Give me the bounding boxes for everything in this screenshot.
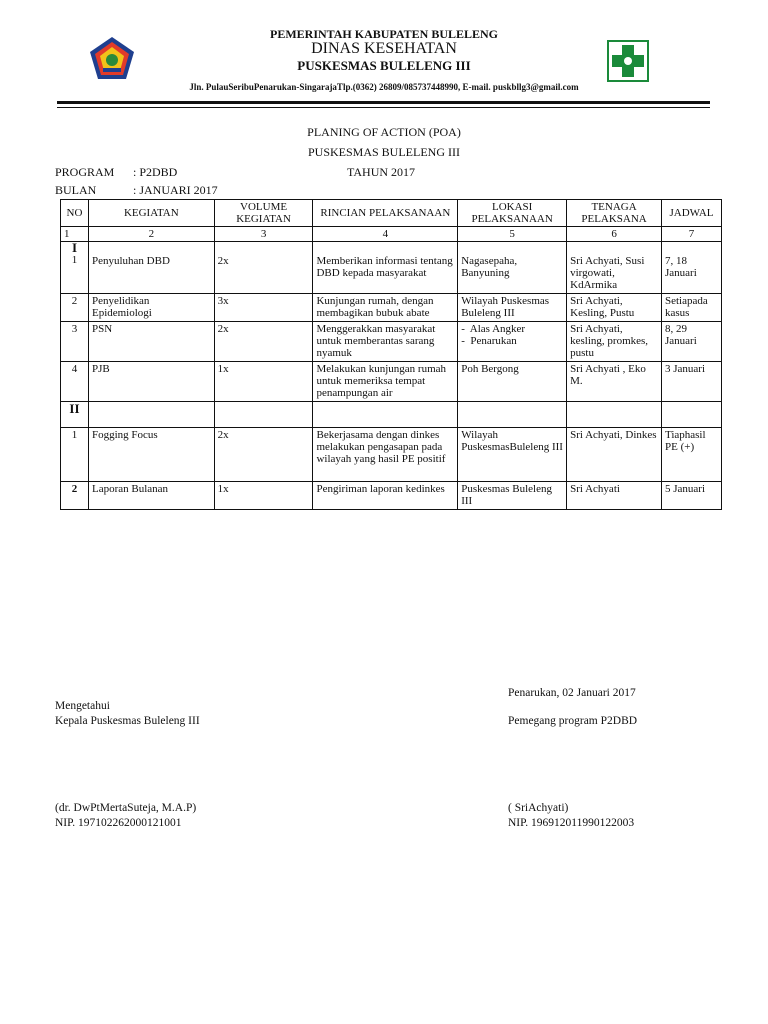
table-row	[61, 482, 722, 510]
row-volume: 2x	[214, 428, 313, 482]
column-number: 3	[214, 227, 313, 242]
row-lokasi	[458, 322, 567, 362]
row-no-value: 1	[71, 254, 78, 266]
year-label: TAHUN 2017	[347, 165, 416, 179]
pemegang-title: Pemegang program P2DBD	[508, 715, 638, 727]
program-label: PROGRAM	[55, 165, 115, 179]
row-kegiatan: Fogging Focus	[88, 428, 214, 482]
row-lokasi: Wilayah Puskesmas Buleleng III	[458, 294, 567, 322]
row-volume: 3x	[214, 294, 313, 322]
row-kegiatan: Penyelidikan Epidemiologi	[88, 294, 214, 322]
row-rincian: Melakukan kunjungan rumah untuk memeriksa tempat penampungan air	[313, 362, 458, 402]
row-kegiatan: Laporan Bulanan	[88, 482, 214, 510]
column-number-row	[61, 227, 722, 242]
jadwal-text: 7, 18 Januari	[665, 255, 697, 279]
kepala-title: Kepala Puskesmas Buleleng III	[55, 715, 200, 727]
program-value: : P2DBD	[133, 165, 178, 179]
letterhead-department: DINAS KESEHATAN	[311, 40, 457, 57]
section-number: I	[71, 240, 78, 255]
column-number: 7	[662, 227, 722, 242]
row-volume: 1x	[214, 362, 313, 402]
row-jadwal: 3 Januari	[662, 362, 722, 402]
document-title: PLANING OF ACTION (POA)	[307, 125, 461, 139]
row-tenaga: Sri Achyati , Eko M.	[567, 362, 662, 402]
row-volume: 2x	[214, 322, 313, 362]
row-rincian: Kunjungan rumah, dengan membagikan bubuk abate	[313, 294, 458, 322]
letterhead-rule-thick	[57, 101, 710, 104]
column-number: 4	[313, 227, 458, 242]
empty-cell	[567, 402, 662, 428]
row-jadwal: 8, 29 Januari	[662, 322, 722, 362]
table-row	[61, 322, 722, 362]
row-kegiatan: PJB	[88, 362, 214, 402]
header-jadwal: JADWAL	[662, 200, 722, 227]
table-row	[61, 294, 722, 322]
table-row	[61, 428, 722, 482]
row-jadwal: Setiapada kasus	[662, 294, 722, 322]
letterhead-address: Jln. PulauSeribuPenarukan-SingarajaTlp.(0362) 26809/085737448990, E-mail. puskbllg3@gmail.com	[189, 82, 579, 92]
header-volume: VOLUME KEGIATAN	[214, 200, 313, 227]
volume-text: 2x	[217, 255, 229, 267]
row-no: 3	[61, 322, 89, 362]
table-row	[61, 362, 722, 402]
row-volume: 1x	[214, 482, 313, 510]
header-rincian: RINCIAN PELAKSANAAN	[313, 200, 458, 227]
section-number: II	[61, 402, 89, 428]
rincian-text: Memberikan informasi tentang DBD kepada masyarakat	[316, 255, 453, 279]
row-no	[61, 242, 89, 294]
empty-cell	[458, 402, 567, 428]
row-lokasi	[458, 242, 567, 294]
header-tenaga: TENAGA PELAKSANA	[567, 200, 662, 227]
letterhead-government: PEMERINTAH KABUPATEN BULELENG	[269, 27, 499, 41]
row-jadwal	[662, 242, 722, 294]
table-row	[61, 242, 722, 294]
column-number: 6	[567, 227, 662, 242]
right-signatory-nip: NIP. 196912011990122003	[508, 817, 635, 829]
header-lokasi: LOKASI PELAKSANAAN	[458, 200, 567, 227]
row-jadwal: 5 Januari	[662, 482, 722, 510]
lokasi-text: Nagasepaha, Banyuning	[461, 255, 518, 279]
row-kegiatan: PSN	[88, 322, 214, 362]
tenaga-text: Sri Achyati, Susi virgowati, KdArmika	[570, 255, 645, 291]
row-no: 2	[61, 294, 89, 322]
column-number: 5	[458, 227, 567, 242]
lokasi-list-item: - Penarukan	[461, 335, 517, 347]
lokasi-item-text: Penarukan	[470, 335, 517, 347]
row-tenaga: Sri Achyati, Dinkes	[567, 428, 662, 482]
row-no: 2	[61, 482, 89, 510]
empty-cell	[313, 402, 458, 428]
column-number: 2	[88, 227, 214, 242]
document-subtitle: PUSKESMAS BULELENG III	[307, 145, 460, 159]
empty-cell	[662, 402, 722, 428]
row-lokasi: Poh Bergong	[458, 362, 567, 402]
lokasi-item-text: Alas Angker	[469, 323, 526, 335]
place-date: Penarukan, 02 Januari 2017	[508, 687, 636, 699]
section-row	[61, 402, 722, 428]
poa-table	[60, 199, 722, 510]
header-kegiatan: KEGIATAN	[88, 200, 214, 227]
mengetahui-label: Mengetahui	[55, 700, 110, 712]
empty-cell	[214, 402, 313, 428]
row-rincian: Pengiriman laporan kedinkes	[313, 482, 458, 510]
right-signatory-name: ( SriAchyati)	[508, 802, 569, 814]
row-no: 1	[61, 428, 89, 482]
row-lokasi: Puskesmas Buleleng III	[458, 482, 567, 510]
kegiatan-text: Penyuluhan DBD	[91, 255, 170, 267]
lokasi-list-item: - Alas Angker	[461, 323, 526, 335]
row-tenaga: Sri Achyati	[567, 482, 662, 510]
bulan-label: BULAN	[55, 183, 97, 197]
bulan-value: : JANUARI 2017	[133, 183, 218, 197]
row-tenaga: Sri Achyati, Kesling, Pustu	[567, 294, 662, 322]
row-jadwal: Tiaphasil PE (+)	[662, 428, 722, 482]
row-kegiatan	[88, 242, 214, 294]
letterhead-puskesmas: PUSKESMAS BULELENG III	[297, 58, 471, 73]
left-signatory-name: (dr. DwPtMertaSuteja, M.A.P)	[55, 802, 197, 814]
row-rincian: Menggerakkan masyarakat untuk memberantas sarang nyamuk	[313, 322, 458, 362]
row-rincian: Bekerjasama dengan dinkes melakukan pengasapan pada wilayah yang hasil PE positif	[313, 428, 458, 482]
empty-cell	[88, 402, 214, 428]
row-no: 4	[61, 362, 89, 402]
column-number: 1	[61, 227, 89, 242]
row-lokasi: Wilayah PuskesmasBuleleng III	[458, 428, 567, 482]
row-tenaga	[567, 242, 662, 294]
letterhead-rule-thin	[57, 107, 710, 108]
row-volume	[214, 242, 313, 294]
row-tenaga: Sri Achyati, kesling, promkes, pustu	[567, 322, 662, 362]
left-signatory-nip: NIP. 197102262000121001	[55, 817, 182, 829]
row-rincian	[313, 242, 458, 294]
header-no: NO	[61, 200, 89, 227]
table-header-row	[61, 200, 722, 227]
